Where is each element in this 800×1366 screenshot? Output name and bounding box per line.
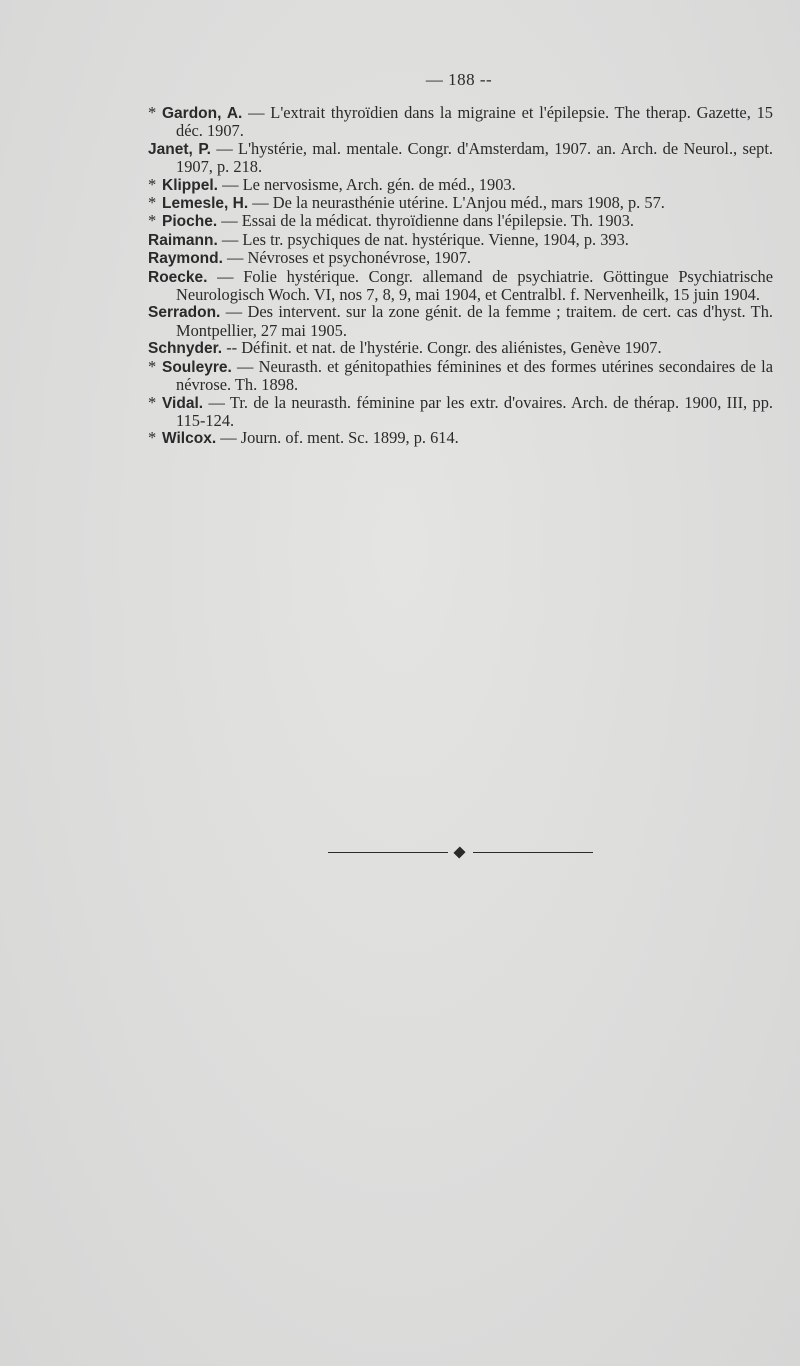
entry-text: — Essai de la médicat. thyroïdienne dans l'épilepsie. Th. 1903. [217, 211, 635, 231]
entry-author: Raimann. [148, 231, 218, 249]
entry-text: — Le nervosisme, Arch. gén. de méd., 1903. [217, 174, 516, 194]
entry-author: Wilcox. [162, 430, 217, 448]
end-divider [328, 846, 593, 860]
entry-author: Schnyder. [148, 340, 223, 358]
divider-line-right [473, 852, 593, 853]
bibliography-entry [148, 176, 773, 194]
entry-author: Lemesle, H. [162, 195, 249, 213]
bibliography-entry [148, 268, 773, 304]
asterisk-marker: * [148, 428, 157, 448]
asterisk-marker: * [148, 103, 157, 122]
entry-text: — Des intervent. sur la zone génit. de la femme ; traitem. de cert. cas d'hyst. Th. Montpellier, 27 mai 1905. [176, 302, 773, 340]
entry-text: — L'extrait thyroïdien dans la migraine et l'épilepsie. The therap. Gazette, 15 déc. 1907. [176, 103, 773, 141]
entry-text: — Journ. of. ment. Sc. 1899, p. 614. [216, 428, 459, 448]
entry-text: — Folie hystérique. Congr. allemand de psychiatrie. Göttingue Psychiatrische Neurologisch Woch. VI, nos 7, 8, 9, mai 1904, et Centralbl. f. Nervenheilk, 15 juin 1904. [176, 266, 773, 305]
bibliography-entry [148, 231, 773, 249]
entry-author: Roecke. [148, 268, 208, 286]
bibliography-list [148, 104, 773, 448]
entry-text: — Les tr. psychiques de nat. hystérique. Vienne, 1904, p. 393. [217, 229, 629, 249]
bibliography-entry [148, 104, 773, 140]
bibliography-entry [148, 212, 773, 230]
page-number: — 188 -- [425, 70, 493, 89]
bibliography-entry [148, 249, 773, 267]
divider-line-left [328, 852, 448, 853]
bibliography-entry [148, 358, 773, 394]
asterisk-marker: * [148, 392, 157, 412]
entry-author: Pioche. [162, 213, 218, 231]
entry-text: — Névroses et psychonévrose, 1907. [222, 248, 472, 268]
asterisk-marker: * [148, 193, 157, 213]
asterisk-marker: * [148, 356, 157, 376]
entry-author: Souleyre. [162, 358, 232, 376]
asterisk-marker: * [148, 211, 157, 231]
asterisk-marker: * [148, 174, 157, 194]
bibliography-entry [148, 194, 773, 212]
entry-text: — L'hystérie, mal. mentale. Congr. d'Amsterdam, 1907. an. Arch. de Neurol., sept. 1907, p. 218. [176, 138, 773, 177]
entry-text: — Tr. de la neurasth. féminine par les extr. d'ovaires. Arch. de thérap. 1900, III, pp. 115-124. [176, 392, 773, 430]
entry-author: Janet, P. [148, 140, 211, 158]
entry-text: -- Définit. et nat. de l'hystérie. Congr. des aliénistes, Genève 1907. [222, 338, 662, 358]
entry-author: Klippel. [162, 176, 218, 194]
diamond-ornament-icon [453, 846, 465, 858]
entry-author: Serradon. [148, 304, 221, 322]
bibliography-entry [148, 339, 773, 357]
entry-author: Gardon, A. [162, 105, 243, 122]
entry-author: Vidal. [162, 394, 204, 412]
entry-author: Raymond. [148, 250, 223, 268]
bibliography-entry [148, 394, 773, 430]
entry-text: — Neurasth. et génitopathies féminines et des formes utérines secondaires de la névrose. Th. 1898. [176, 356, 773, 395]
entry-text: — De la neurasthénie utérine. L'Anjou méd., mars 1908, p. 57. [248, 193, 665, 213]
bibliography-entry [148, 303, 773, 339]
bibliography-entry [148, 429, 773, 447]
bibliography-entry [148, 140, 773, 176]
